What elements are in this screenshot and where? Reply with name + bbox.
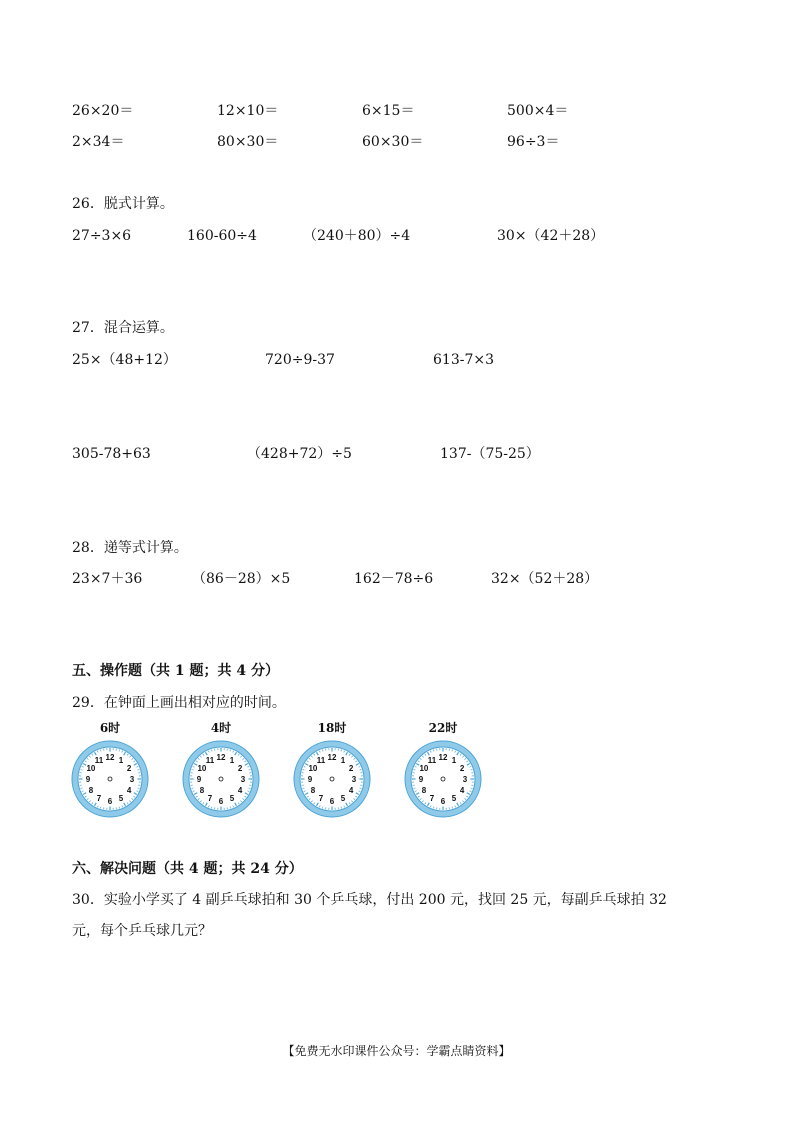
clock-numeral: 6	[107, 797, 113, 806]
oral-item: 500×4＝	[507, 103, 569, 119]
clock-numeral: 12	[327, 753, 337, 762]
clock-numeral: 5	[229, 794, 235, 804]
clock-numeral: 9	[196, 775, 202, 784]
oral-item: 96÷3＝	[507, 134, 560, 150]
problem-text: 30．实验小学买了 4 副乒乓球拍和 30 个乒乓球，付出 200 元，找回 25 元，每副乒乓球拍 32	[72, 892, 667, 908]
expression: 137-（75-25）	[440, 446, 540, 462]
expression: 27÷3×6	[72, 228, 132, 244]
clock-numeral: 2	[237, 764, 243, 773]
clock-numeral: 12	[438, 753, 448, 762]
clock-numeral: 2	[126, 764, 132, 773]
clock-center	[108, 777, 112, 781]
clock-numeral: 9	[418, 775, 424, 784]
clock-item	[181, 721, 261, 819]
expression: 305-78+63	[72, 446, 151, 462]
expression: （240＋80）÷4	[303, 228, 411, 244]
clock-numeral: 6	[329, 797, 335, 806]
clock-face[interactable]	[403, 739, 483, 819]
question-title: 26．脱式计算。	[72, 196, 174, 212]
expression: 32×（52＋28）	[491, 571, 599, 587]
clock-numeral: 8	[310, 786, 316, 795]
clock-numeral: 10	[86, 764, 96, 773]
clock-numeral: 4	[126, 786, 132, 795]
oral-item: 80×30＝	[217, 134, 279, 150]
clock-numeral: 9	[307, 775, 313, 784]
clock-numeral: 6	[440, 797, 446, 806]
clock-numeral: 3	[240, 775, 246, 784]
clock-numeral: 2	[348, 764, 354, 773]
clock-numeral: 8	[421, 786, 427, 795]
clock-face[interactable]	[70, 739, 150, 819]
clock-numeral: 7	[429, 794, 435, 804]
clock-numeral: 7	[96, 794, 102, 804]
clock-numeral: 3	[462, 775, 468, 784]
oral-item: 6×15＝	[362, 103, 415, 119]
question-title: 28．递等式计算。	[72, 540, 188, 556]
question-title: 29．在钟面上画出相对应的时间。	[72, 695, 286, 711]
clock-numeral: 1	[229, 755, 235, 765]
oral-item: 60×30＝	[362, 134, 424, 150]
expression: 162－78÷6	[354, 571, 434, 587]
clock-numeral: 1	[118, 755, 124, 765]
clock-item	[292, 721, 372, 819]
expression: 160-60÷4	[187, 228, 257, 244]
clock-numeral: 4	[459, 786, 465, 795]
clock-numeral: 11	[205, 755, 215, 765]
oral-item: 12×10＝	[217, 103, 279, 119]
clock-numeral: 4	[237, 786, 243, 795]
clock-numeral: 11	[427, 755, 437, 765]
expression: 23×7＋36	[72, 571, 143, 587]
clock-numeral: 7	[207, 794, 213, 804]
expression: 30×（42＋28）	[497, 228, 605, 244]
clock-center	[219, 777, 223, 781]
expression: 25×（48+12）	[72, 352, 177, 368]
question-title: 27．混合运算。	[72, 320, 174, 336]
clock-label: 4时	[210, 721, 232, 735]
clock-numeral: 5	[118, 794, 124, 804]
clock-numeral: 3	[351, 775, 357, 784]
clock-numeral: 4	[348, 786, 354, 795]
clock-numeral: 2	[459, 764, 465, 773]
problem-text: 元，每个乒乓球几元？	[72, 923, 212, 939]
expression: 720÷9-37	[265, 352, 335, 368]
clock-numeral: 5	[451, 794, 457, 804]
clock-numeral: 10	[419, 764, 429, 773]
clock-numeral: 8	[199, 786, 205, 795]
clock-numeral: 7	[318, 794, 324, 804]
section-heading: 六、解决问题（共 4 题；共 24 分）	[72, 861, 303, 877]
expression: 613-7×3	[433, 352, 494, 368]
clock-face[interactable]	[181, 739, 261, 819]
clock-numeral: 1	[340, 755, 346, 765]
clock-item	[70, 721, 150, 819]
clock-numeral: 1	[451, 755, 457, 765]
clock-label: 22时	[428, 721, 458, 735]
clock-numeral: 11	[316, 755, 326, 765]
clock-face[interactable]	[292, 739, 372, 819]
clock-item	[403, 721, 483, 819]
expression: （86－28）×5	[192, 571, 291, 587]
footer-note: 【免费无水印课件公众号：学霸点睛资料】	[282, 1044, 511, 1058]
expression: （428+72）÷5	[247, 446, 352, 462]
oral-item: 26×20＝	[72, 103, 134, 119]
clock-center	[441, 777, 445, 781]
clock-numeral: 9	[85, 775, 91, 784]
clock-label: 18时	[317, 721, 347, 735]
clock-numeral: 5	[340, 794, 346, 804]
clock-numeral: 8	[88, 786, 94, 795]
clock-numeral: 10	[197, 764, 207, 773]
oral-item: 2×34＝	[72, 134, 125, 150]
clock-center	[330, 777, 334, 781]
clock-numeral: 3	[129, 775, 135, 784]
clock-label: 6时	[99, 721, 121, 735]
clock-numeral: 6	[218, 797, 224, 806]
clock-numeral: 12	[105, 753, 115, 762]
clock-numeral: 12	[216, 753, 226, 762]
clock-numeral: 11	[94, 755, 104, 765]
clock-numeral: 10	[308, 764, 318, 773]
section-heading: 五、操作题（共 1 题；共 4 分）	[72, 663, 279, 679]
